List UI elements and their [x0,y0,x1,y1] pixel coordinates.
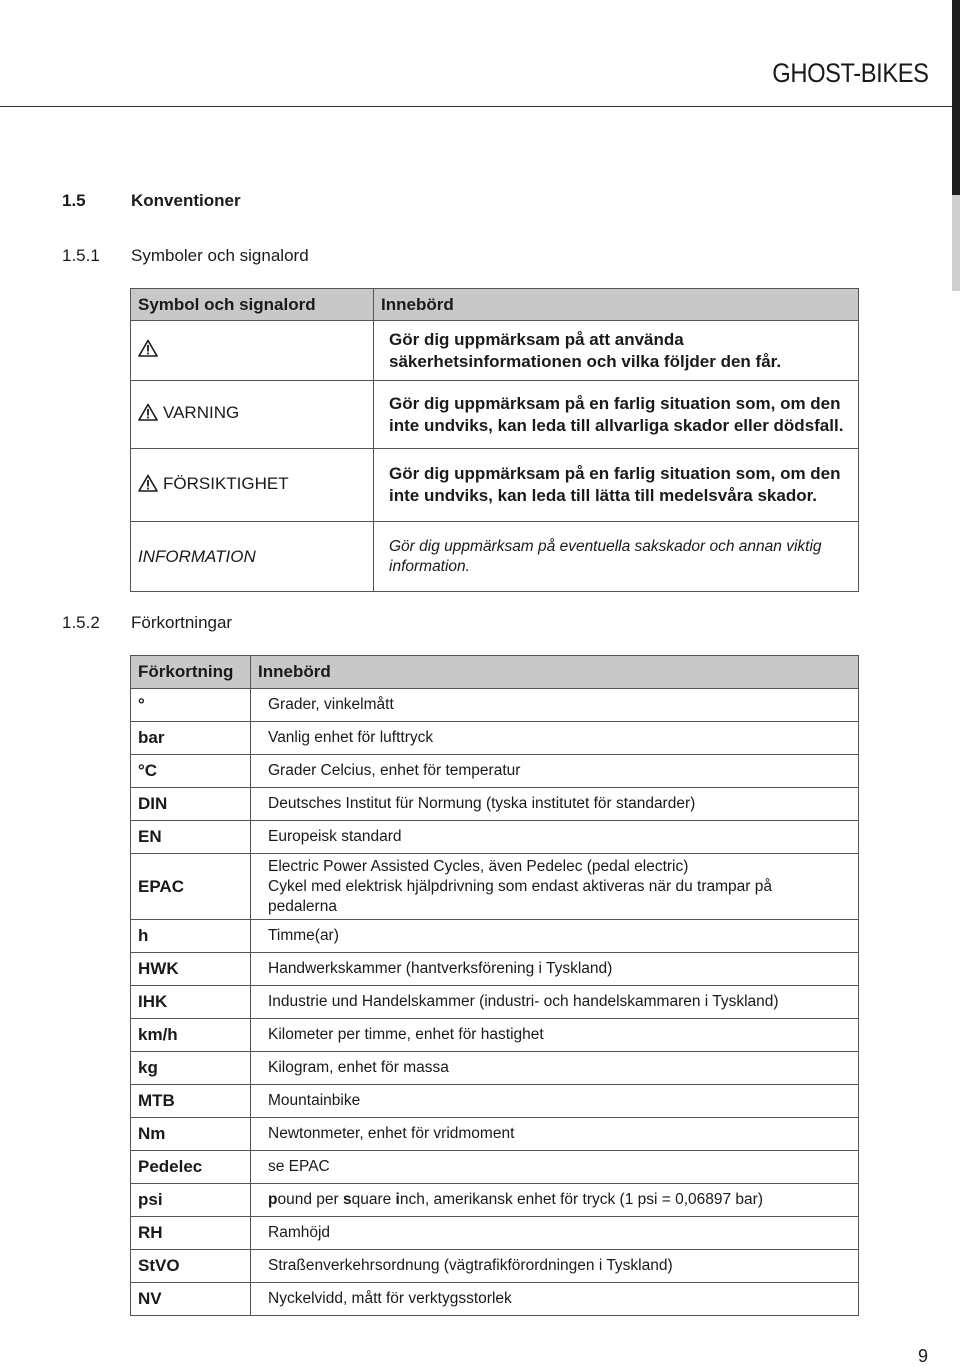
section-heading-1-5 [62,191,241,211]
abbreviation-cell: Nm [131,1118,251,1151]
table-row [131,788,859,821]
table-row [131,1151,859,1184]
abbreviation-cell: IHK [131,986,251,1019]
page-edge-marker-dark [952,0,960,195]
warning-triangle-icon [138,474,158,497]
abbreviation-cell: HWK [131,953,251,986]
abbreviation-cell: MTB [131,1085,251,1118]
meaning-cell: Newtonmeter, enhet för vridmoment [251,1118,859,1151]
abbreviation-cell: StVO [131,1250,251,1283]
table-row [131,1217,859,1250]
meaning-cell: Gör dig uppmärksam på en farlig situation som, om den inte undviks, kan leda till allvarliga skador eller dödsfall. [374,381,859,449]
meaning-cell: Kilogram, enhet för massa [251,1052,859,1085]
abbreviation-cell: Pedelec [131,1151,251,1184]
table-row [131,1085,859,1118]
table-row [131,1052,859,1085]
table-row [131,1118,859,1151]
table-row [131,1019,859,1052]
meaning-cell: Gör dig uppmärksam på att använda säkerhetsinformationen och vilka följder den får. [374,321,859,381]
meaning-fragment: ound per [277,1191,343,1208]
meaning-cell: se EPAC [251,1151,859,1184]
symbol-cell [131,449,374,522]
abbreviation-cell: km/h [131,1019,251,1052]
table-row [131,722,859,755]
table-row [131,449,859,522]
table-row [131,755,859,788]
meaning-cell: Deutsches Institut für Normung (tyska institutet för standarder) [251,788,859,821]
table-row [131,821,859,854]
signal-word-varning: VARNING [163,403,240,422]
abbreviation-cell: NV [131,1283,251,1316]
emphasis-letter: s [342,1191,352,1208]
table-row [131,321,859,381]
table-row [131,920,859,953]
meaning-cell: Gör dig uppmärksam på eventuella sakskador och annan viktig information. [374,522,859,592]
meaning-cell: Ramhöjd [251,1217,859,1250]
abbreviation-cell: °C [131,755,251,788]
abbreviation-cell: kg [131,1052,251,1085]
meaning-cell: Europeisk standard [251,821,859,854]
warning-triangle-icon [138,403,158,426]
table-header-row [131,656,859,689]
meaning-cell: Mountainbike [251,1085,859,1118]
section-heading-1-5-1 [62,246,309,266]
meaning-cell: Timme(ar) [251,920,859,953]
abbreviations-table [130,655,859,1316]
meaning-cell: Nyckelvidd, mått för verktygsstorlek [251,1283,859,1316]
emphasis-letter: i [395,1191,400,1208]
symbol-cell [131,321,374,381]
section-title: Förkortningar [131,613,233,632]
table-row [131,953,859,986]
abbreviation-cell: h [131,920,251,953]
abbreviation-cell: ° [131,689,251,722]
abbreviation-cell: bar [131,722,251,755]
brand-header: GHOST-BIKES [772,58,929,88]
symbols-table [130,288,859,592]
section-number: 1.5.1 [62,246,100,265]
section-number: 1.5 [62,191,86,210]
table-header-row [131,289,859,321]
meaning-cell: Kilometer per timme, enhet för hastighet [251,1019,859,1052]
table-row [131,854,859,920]
section-number: 1.5.2 [62,613,100,632]
meaning-cell: Straßenverkehrsordnung (vägtrafikförordningen i Tyskland) [251,1250,859,1283]
meaning-fragment: quare [351,1191,396,1208]
meaning-cell: Grader, vinkelmått [251,689,859,722]
abbreviation-cell: EN [131,821,251,854]
signal-word-forsiktighet: FÖRSIKTIGHET [163,473,289,493]
signal-word-information: INFORMATION [131,522,374,592]
meaning-line: Electric Power Assisted Cycles, även Pedelec (pedal electric) [268,857,689,875]
meaning-cell [251,854,859,920]
meaning-line: Cykel med elektrisk hjälpdrivning som endast aktiveras när du trampar på pedalerna [268,877,772,915]
meaning-cell: Vanlig enhet för lufttryck [251,722,859,755]
abbreviation-cell: EPAC [131,854,251,920]
meaning-cell [251,1184,859,1217]
abbreviation-cell: DIN [131,788,251,821]
symbol-cell [131,381,374,449]
table-row [131,1283,859,1316]
column-header-meaning: Innebörd [251,656,859,689]
page-number: 9 [917,1346,928,1366]
abbreviation-cell: RH [131,1217,251,1250]
table-row [131,689,859,722]
table-row [131,522,859,592]
table-row [131,381,859,449]
column-header-abbreviation: Förkortning [131,656,251,689]
table-row [131,1250,859,1283]
meaning-cell: Gör dig uppmärksam på en farlig situation som, om den inte undviks, kan leda till lätta till medelsvåra skador. [374,449,859,522]
meaning-fragment: nch, amerikansk enhet för tryck (1 psi = 0,06897 bar) [399,1191,763,1208]
table-row [131,986,859,1019]
column-header-symbol: Symbol och signalord [131,289,374,321]
meaning-cell: Handwerkskammer (hantverksförening i Tyskland) [251,953,859,986]
emphasis-letter: p [268,1191,278,1208]
table-row [131,1184,859,1217]
abbreviation-cell: psi [131,1184,251,1217]
column-header-meaning: Innebörd [374,289,859,321]
header-rule [0,106,952,107]
page-edge-marker-light [952,195,960,291]
meaning-cell: Grader Celcius, enhet för temperatur [251,755,859,788]
section-title: Konventioner [131,191,241,210]
section-heading-1-5-2 [62,613,232,633]
meaning-cell: Industrie und Handelskammer (industri- och handelskammaren i Tyskland) [251,986,859,1019]
warning-triangle-icon [138,339,158,362]
section-title: Symboler och signalord [131,246,309,265]
